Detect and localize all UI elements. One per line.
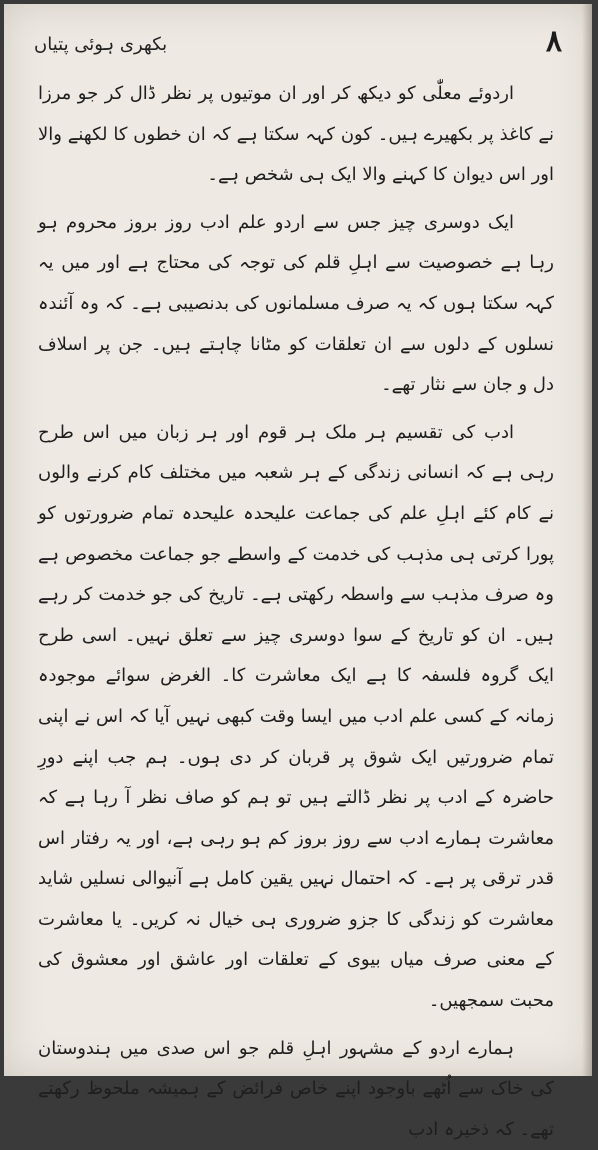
body-text bbox=[38, 74, 554, 1150]
running-title: بکھری ہوئی پتیاں bbox=[34, 34, 168, 55]
paragraph: ادب کی تقسیم ہر ملک ہر قوم اور ہر زبان میں اس طرح رہی ہے کہ انسانی زندگی کے ہر شعبہ میں مختلف کام کرنے والوں نے کام کئے اہلِ علم کی جماعت علیحدہ علیحدہ تمام ضرورتوں کو پورا کرتی ہی مذہب کی خدمت کے واسطے جو جماعت مخصوص ہے وہ صرف مذہب سے واسطہ رکھتی ہے۔ تاریخ کی جو خدمت کر رہے ہیں۔ ان کو تاریخ کے سوا دوسری چیز سے تعلق نہیں۔ اسی طرح ایک گروہ فلسفہ کا ہے ایک معاشرت کا۔ الغرض سوائے موجودہ زمانہ کے کسی علم ادب میں ایسا وقت کبھی نہیں آیا کہ اس نے اپنی تمام ضرورتیں ایک شوق پر قربان کر دی ہوں۔ ہم جب اپنے دورِ حاضرہ کے ادب پر نظر ڈالتے ہیں تو ہم کو صاف نظر آ رہا ہے کہ معاشرت ہمارے ادب سے روز بروز کم ہو رہی ہے، اور یہ رفتار اس قدر ترقی پر ہے۔ کہ احتمال نہیں یقین کامل ہے آنیوالی نسلیں شاید معاشرت کو زندگی کا جزو ضروری ہی خیال نہ کریں۔ یا معاشرت کے معنی صرف میاں بیوی کے تعلقات اور عاشق اور معشوق کی محبت سمجھیں۔ bbox=[38, 421, 554, 1012]
paragraph: ہمارے اردو کے مشہور اہلِ قلم جو اس صدی میں ہندوستان کی خاک سے اُٹھے باوجود اپنے خاص فرائض کے ہمیشہ ملحوظ رکھتے تھے۔ کہ ذخیرہ ادب bbox=[38, 1037, 554, 1140]
paragraph: اردوئے معلّٰی کو دیکھ کر اور ان موتیوں پر نظر ڈال کر جو مرزا نے کاغذ پر بکھیرے ہیں۔ کون کہہ سکتا ہے کہ ان خطوں کا لکھنے والا اور اس دیوان کا کہنے والا ایک ہی شخص ہے۔ bbox=[38, 83, 554, 186]
paragraph: ایک دوسری چیز جس سے اردو علم ادب روز بروز محروم ہو رہا ہے خصوصیت سے اہلِ قلم کی توجہ کی محتاج ہے اور میں یہ کہہ سکتا ہوں کہ یہ صرف مسلمانوں کی بدنصیبی ہے۔ کہ وہ آئندہ نسلوں کے دلوں سے ان تعلقات کو مٹانا چاہتے ہیں۔ جن پر اسلاف دل و جان سے نثار تھے۔ bbox=[38, 211, 554, 396]
page-edge-shadow bbox=[582, 4, 592, 1076]
book-page bbox=[4, 4, 592, 1140]
page-header bbox=[34, 24, 562, 70]
page-number: ۸ bbox=[545, 24, 562, 59]
